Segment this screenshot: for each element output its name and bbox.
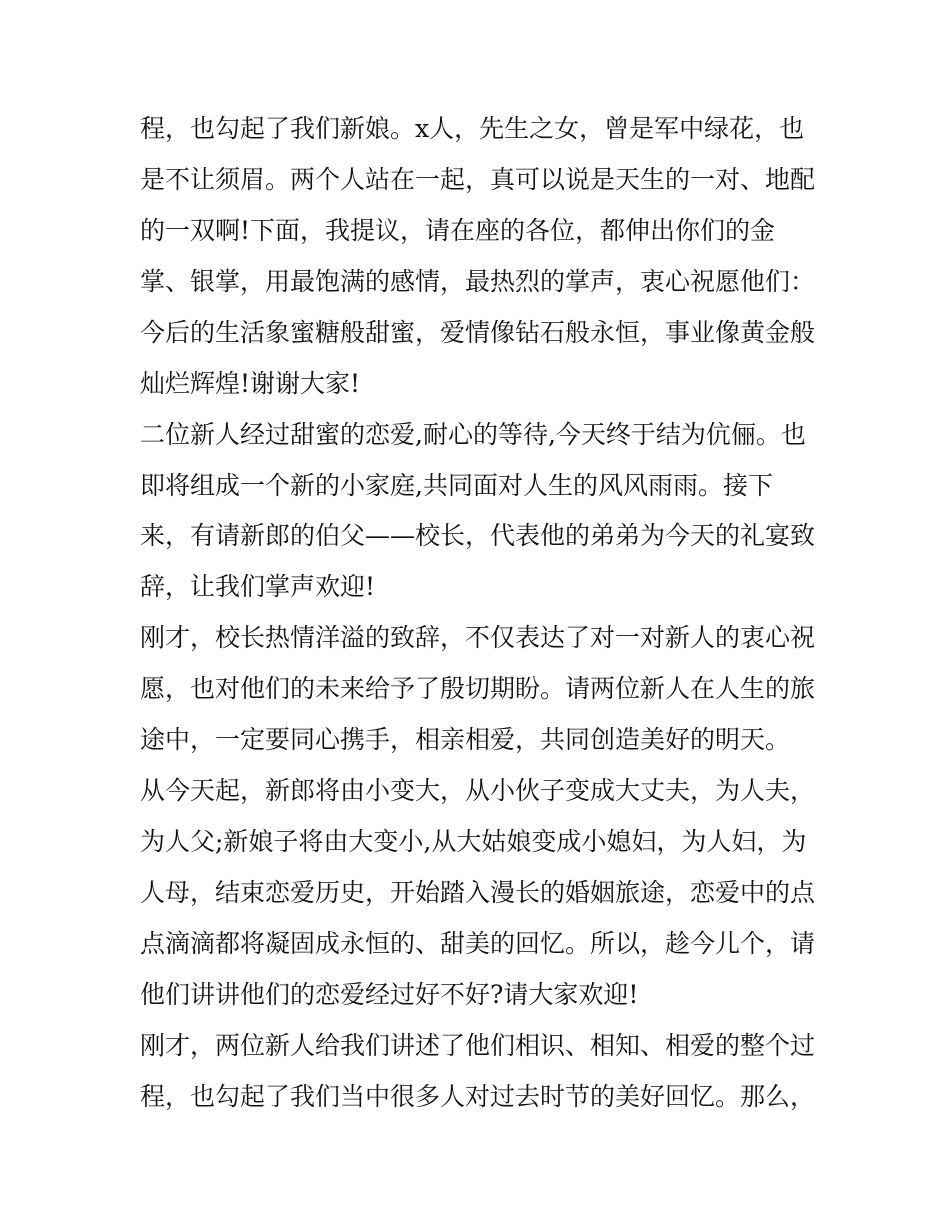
text-line: 刚才，两位新人给我们讲述了他们相识、相知、相爱的整个过 (140, 1031, 816, 1060)
text-line: 刚才，校长热情洋溢的致辞，不仅表达了对一对新人的衷心祝 (140, 623, 816, 652)
text-line: 程，也勾起了我们新娘。x人，先生之女，曾是军中绿花，也 (140, 114, 805, 143)
text-line: 来，有请新郎的伯父——校长，代表他的弟弟为今天的礼宴致 (140, 521, 816, 550)
text-line: 人母，结束恋爱历史，开始踏入漫长的婚姻旅途，恋爱中的点 (140, 878, 816, 907)
text-line: 愿，也对他们的未来给予了殷切期盼。请两位新人在人生的旅 (140, 674, 816, 703)
text-line: 他们讲讲他们的恋爱经过好不好?请大家欢迎! (140, 980, 639, 1009)
text-line: 从今天起，新郎将由小变大，从小伙子变成大丈夫，为人夫， (140, 776, 816, 805)
text-line: 为人父;新娘子将由大变小,从大姑娘变成小媳妇，为人妇，为 (140, 827, 807, 856)
text-line: 灿烂辉煌!谢谢大家! (140, 369, 361, 398)
text-line: 掌、银掌，用最饱满的感情，最热烈的掌声，衷心祝愿他们： (140, 267, 816, 296)
text-line: 程，也勾起了我们当中很多人对过去时节的美好回忆。那么， (140, 1082, 816, 1111)
text-line: 途中，一定要同心携手，相亲相爱，共同创造美好的明天。 (140, 725, 791, 754)
text-line: 的一双啊!下面，我提议，请在座的各位，都伸出你们的金 (140, 216, 776, 245)
text-line: 二位新人经过甜蜜的恋爱,耐心的等待,今天终于结为伉俪。也 (140, 420, 806, 449)
text-line: 是不让须眉。两个人站在一起，真可以说是天生的一对、地配 (140, 165, 816, 194)
text-line: 点滴滴都将凝固成永恒的、甜美的回忆。所以，趁今儿个，请 (140, 929, 816, 958)
text-line: 辞，让我们掌声欢迎! (140, 572, 376, 601)
text-line: 今后的生活象蜜糖般甜蜜，爱情像钻石般永恒，事业像黄金般 (140, 318, 816, 347)
text-line: 即将组成一个新的小家庭,共同面对人生的风风雨雨。接下 (140, 471, 773, 500)
